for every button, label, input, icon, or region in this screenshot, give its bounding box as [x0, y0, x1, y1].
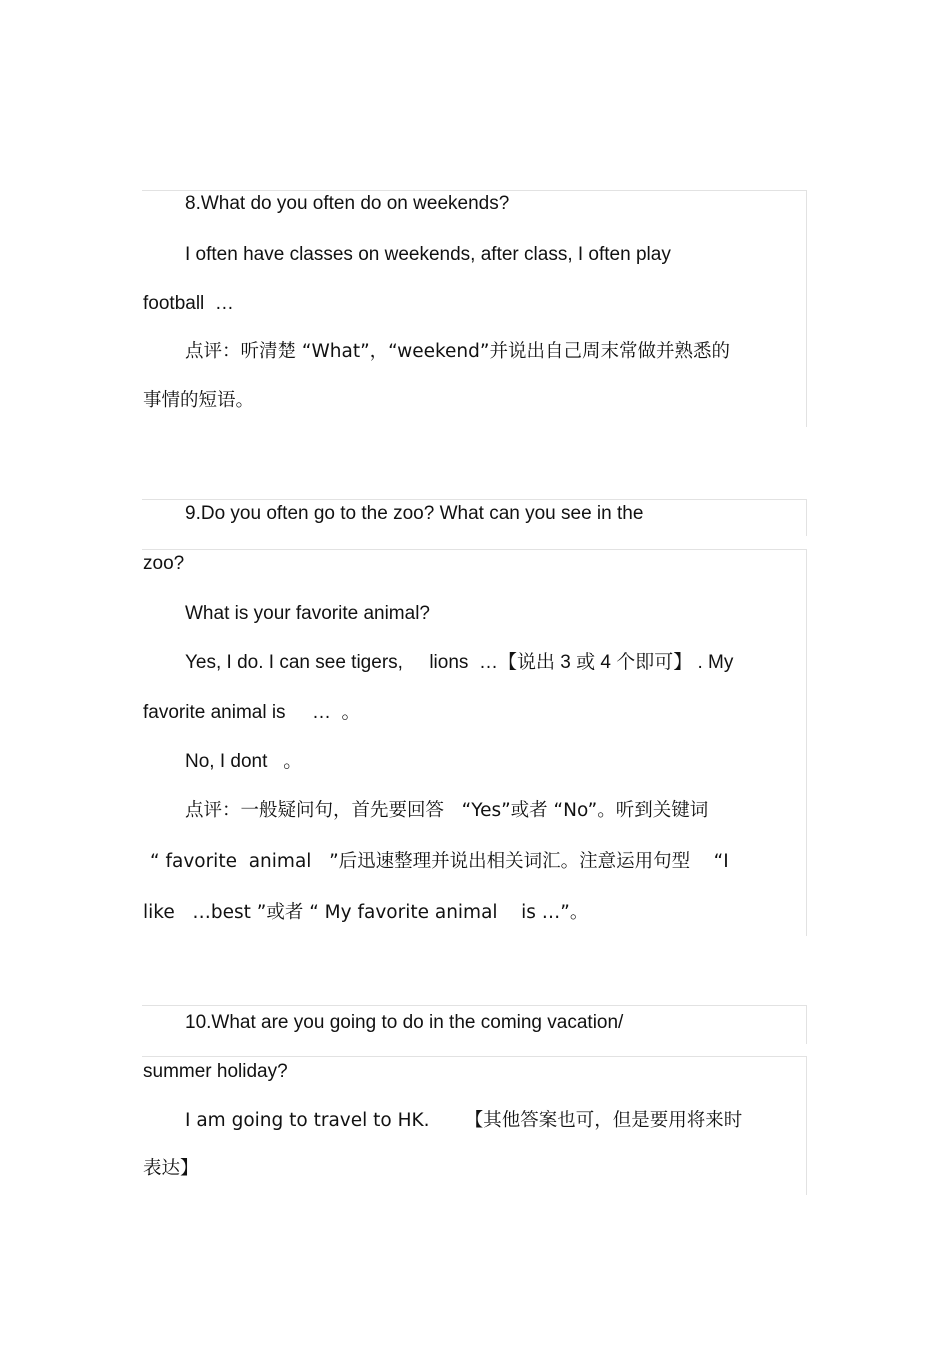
q10-answer-line1: I am going to travel to HK. 【其他答案也可，但是要用将来时 [185, 1110, 743, 1131]
q9-no-line: No, I dont 。 [185, 751, 303, 772]
q9-question-line1: 9.Do you often go to the zoo? What can you see in the [185, 503, 644, 524]
q9-comment-line2: “ favorite animal ”后迅速整理并说出相关词汇。注意运用句型 “I [150, 851, 729, 872]
q9-comment-line3: like …best ”或者 “ My favorite animal is …”。 [143, 902, 589, 923]
q8-answer-line2: football … [143, 293, 234, 314]
q8-question: 8.What do you often do on weekends? [185, 193, 510, 214]
q10-question-line1: 10.What are you going to do in the coming vacation/ [185, 1012, 624, 1033]
q9-yes-line1: Yes, I do. I can see tigers, lions …【说出 3 或 4 个即可】 . My [185, 652, 734, 673]
q8-comment-line2: 事情的短语。 [143, 390, 255, 411]
q10-answer-line2: 表达】 [143, 1158, 199, 1179]
q10-question-line2: summer holiday? [143, 1061, 288, 1082]
q9-question-line2: zoo? [143, 553, 185, 574]
q8-comment-line1: 点评：听清楚 “What”，“weekend”并说出自己周末常做并熟悉的 [185, 341, 730, 362]
q8-answer-line1: I often have classes on weekends, after class, I often play [185, 244, 671, 265]
q9-question-line3: What is your favorite animal? [185, 603, 430, 624]
q9-yes-line2: favorite animal is … 。 [143, 702, 361, 723]
q9-comment-line1: 点评：一般疑问句，首先要回答 “Yes”或者 “No”。听到关键词 [185, 800, 709, 821]
